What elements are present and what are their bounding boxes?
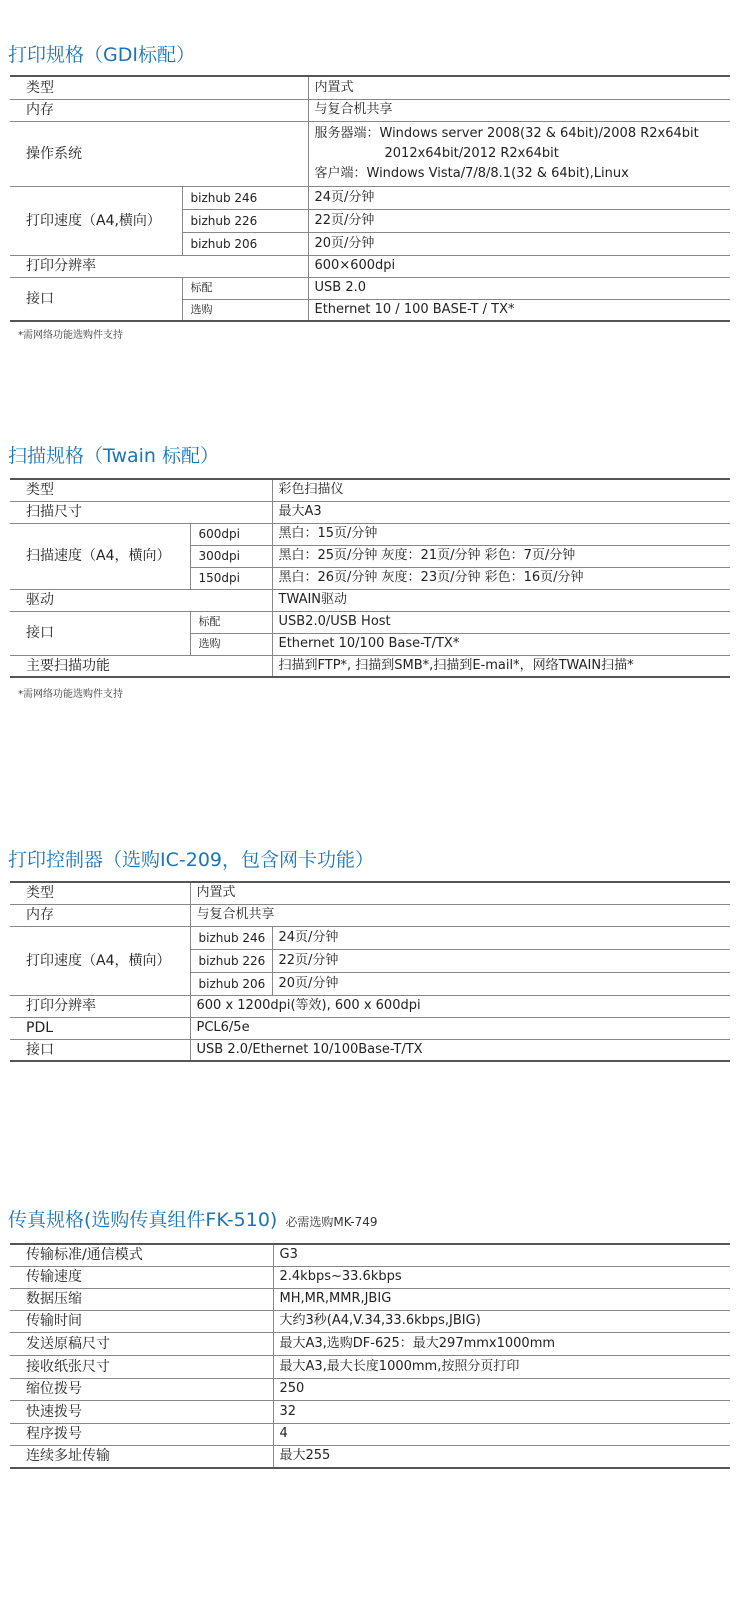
table-row: 接收纸张尺寸 最大A3,最大长度1000mm,按照分页打印 [10, 1355, 730, 1378]
table-row: 主要扫描功能 扫描到FTP*, 扫描到SMB*,扫描到E-mail*，网络TWAIN扫描* [10, 655, 730, 677]
table-row: 传输时间 大约3秒(A4,V.34,33.6kbps,JBIG) [10, 1310, 730, 1332]
table-row: 驱动 TWAIN驱动 [10, 589, 730, 611]
table-row: bizhub 206 20页/分钟 [10, 232, 730, 255]
table-row: 内存 与复合机共享 [10, 99, 730, 121]
table-row: 打印速度（A4，横向） bizhub 246 24页/分钟 [10, 926, 730, 949]
footnote: *需网络功能选购件支持 [18, 689, 123, 700]
table-row: 内存 与复合机共享 [10, 904, 730, 926]
table-row: bizhub 206 20页/分钟 [10, 972, 730, 995]
scan-spec-table [10, 478, 730, 678]
table-row: 发送原稿尺寸 最大A3,选购DF-625：最大297mmx1000mm [10, 1332, 730, 1355]
table-row: 扫描尺寸 最大A3 [10, 501, 730, 523]
table-row: 300dpi 黑白：25页/分钟 灰度：21页/分钟 彩色：7页/分钟 [10, 545, 730, 567]
section-title-gdi: 打印规格（GDI标配） [8, 44, 195, 66]
table-row: 打印速度（A4,横向） bizhub 246 24页/分钟 [10, 186, 730, 209]
section-title-controller: 打印控制器（选购IC-209，包含网卡功能） [8, 849, 374, 871]
table-row: 接口 标配 USB2.0/USB Host [10, 611, 730, 633]
table-row: 数据压缩 MH,MR,MMR,JBIG [10, 1288, 730, 1310]
section-title-fax [8, 1205, 378, 1232]
table-row: 连续多址传输 最大255 [10, 1445, 730, 1468]
table-row: bizhub 226 22页/分钟 [10, 209, 730, 232]
table-row: 快速拨号 32 [10, 1400, 730, 1423]
controller-spec-table [10, 881, 730, 1062]
table-row: 类型 内置式 [10, 76, 730, 99]
table-row: 传输标准/通信模式 G3 [10, 1244, 730, 1266]
table-row: 程序拨号 4 [10, 1423, 730, 1445]
fax-subtitle: 必需选购MK-749 [285, 1215, 378, 1229]
fax-title: 传真规格(选购传真组件FK-510) [8, 1209, 278, 1231]
table-row: 扫描速度（A4，横向） 600dpi 黑白：15页/分钟 [10, 523, 730, 545]
gdi-spec-table [10, 75, 730, 322]
table-row: bizhub 226 22页/分钟 [10, 949, 730, 972]
table-row: 接口 标配 USB 2.0 [10, 277, 730, 299]
table-row: 选购 Ethernet 10 / 100 BASE-T / TX* [10, 299, 730, 321]
table-row: 接口 USB 2.0/Ethernet 10/100Base-T/TX [10, 1039, 730, 1061]
footnote: *需网络功能选购件支持 [18, 330, 123, 341]
table-row: 缩位拨号 250 [10, 1378, 730, 1400]
table-row: 150dpi 黑白：26页/分钟 灰度：23页/分钟 彩色：16页/分钟 [10, 567, 730, 589]
table-row: 类型 内置式 [10, 882, 730, 904]
table-row: 操作系统 服务器端：Windows server 2008(32 & 64bit)/2008 R2x64bit 2012x64bit/2012 R2x64bit 客户端：Windows Vista/7/8/8.1(32 & 64bit),Linux [10, 121, 730, 186]
table-row: 打印分辨率 600 x 1200dpi(等效), 600 x 600dpi [10, 995, 730, 1017]
section-title-scan: 扫描规格（Twain 标配） [8, 445, 220, 467]
table-row: 传输速度 2.4kbps~33.6kbps [10, 1266, 730, 1288]
fax-spec-table [10, 1243, 730, 1469]
table-row: 选购 Ethernet 10/100 Base-T/TX* [10, 633, 730, 655]
table-row: PDL PCL6/5e [10, 1017, 730, 1039]
table-row: 类型 彩色扫描仪 [10, 479, 730, 501]
table-row: 打印分辨率 600×600dpi [10, 255, 730, 277]
